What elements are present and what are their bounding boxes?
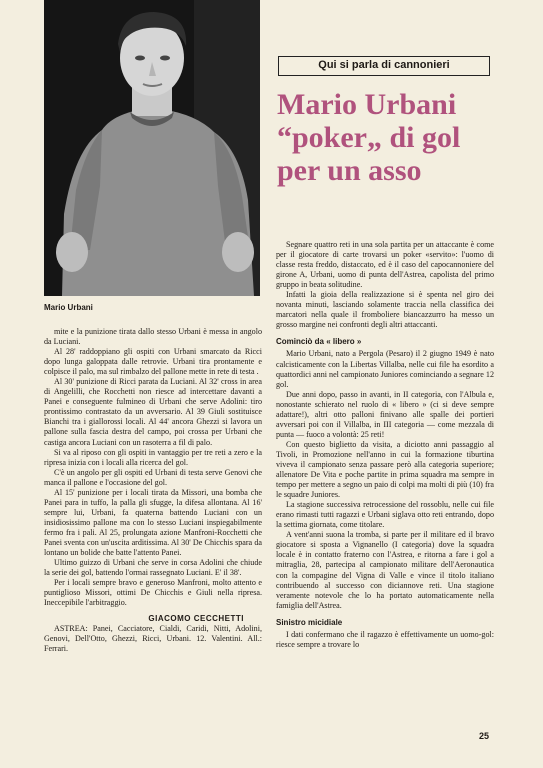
headline-line: Mario Urbani bbox=[277, 88, 457, 121]
right-column bbox=[276, 240, 494, 650]
left-paragraph: Al 15' punizione per i locali tirata da Missori, una bomba che Panei para in tuffo, la palla gli sfugge, la difesa allontana. Al 16' sempre lui, Urbani, fa quaterna battendo Luciani con un insidiosissimo pallone ma con lo stesso Luciani inspiegabilmente fermo fra i pali. Al 25, prolungata azione Manfroni-Rocchetti che Panei sventa con un'uscita arditissima. Al 30' De Chicchis spara da lontano un bolide che batte l'attento Panei. bbox=[44, 487, 262, 558]
body-paragraph: I dati confermano che il ragazzo è effettivamente un uomo-gol: riesce sempre a trovare lo bbox=[276, 629, 494, 649]
left-paragraph: Si va al riposo con gli ospiti in vantaggio per tre reti a zero e la ripresa inizia con i locali alla ricerca del gol. bbox=[44, 447, 262, 467]
body-paragraph: Con questo biglietto da visita, a diciotto anni passaggio al Tivoli, in Promozione nell'anno in cui la formazione tiburtina viveva il campionato senza passare però alla categoria superiore; allenatore De Vita e poche partite in prima squadra ma sempre in tempo per mettere a segno un paio di colpi ma molti di più (10) fra le squadre Juniores. bbox=[276, 439, 494, 500]
page-number: 25 bbox=[479, 731, 490, 741]
body-paragraph: La stagione successiva retrocessione del rossoblu, nelle cui file erano rimasti tutti ragazzi e Urbani siglava otto reti entrando, dopo la settima giornata, come titolare. bbox=[276, 500, 494, 530]
team-lineup: ASTREA: Panei, Cacciatore, Cialdi, Caridi, Nitti, Adolini, Genovi, Dell'Otto, Ghezzi, Ricci, Urbani. 12. Valentini. All.: Ferrari. bbox=[44, 624, 262, 654]
left-paragraph: Per i locali sempre bravo e generoso Manfroni, molto attento e puntiglioso Missori, ottimi De Chicchis e Giuli nella ripresa. Ineccepibile l'arbitraggio. bbox=[44, 578, 262, 608]
subheading: Cominciò da « libero » bbox=[276, 337, 362, 347]
headline-line: per un asso bbox=[277, 154, 422, 187]
author-signature: GIACOMO CECCHETTI bbox=[148, 614, 244, 624]
left-column bbox=[44, 327, 262, 655]
body-paragraph: Due anni dopo, passo in avanti, in II categoria, con l'Albula e, nonostante schierato nel ruolo di « libero » (ci si deve sempre adattare!), altri otto palloni finivano alle spalle dei portieri avversari poi con il Villalba, in III categoria — come mezzala di punta — fuoco a volontà: 25 reti! bbox=[276, 389, 494, 439]
player-portrait-image bbox=[44, 0, 260, 296]
left-paragraph: C'è un angolo per gli ospiti ed Urbani di testa serve Genovi che manca il pallone e l'occasione del gol. bbox=[44, 467, 262, 487]
body-paragraph: Mario Urbani, nato a Pergola (Pesaro) il 2 giugno 1949 è nato calcisticamente con la Libertas Villalba, nelle cui file ha esordito a quattordici anni nel campionato Juniores cominciando a segnare 12 gol. bbox=[276, 349, 495, 389]
article-headline bbox=[277, 88, 507, 187]
intro-paragraph: Segnare quattro reti in una sola partita per un attaccante è come per il giocatore di carte trovarsi un poker «servito»: l'uomo di classe resta freddo, distaccato, ed è il caso del capocannoniere del girone A, Urbani, uomo di punta dell'Astrea, capolista del primo gruppo in beata solitudine. bbox=[276, 240, 494, 290]
left-paragraph: Al 28' raddoppiano gli ospiti con Urbani smarcato da Ricci dopo lunga galoppata dalle retrovie. Urbani tira prontamente e colpisce il palo, ma sul rimbalzo del pallone mette in rete di testa . bbox=[44, 347, 262, 377]
left-paragraph: Ultimo guizzo di Urbani che serve in corsa Adolini che chiude la serie dei gol, battendo l'ormai rassegnato Luciani. E' il 38'. bbox=[44, 558, 262, 578]
player-photo bbox=[44, 0, 260, 296]
left-paragraph: mite e la punizione tirata dallo stesso Urbani è messa in angolo da Luciani. bbox=[44, 327, 262, 347]
subheading: Sinistro micidiale bbox=[276, 617, 343, 627]
body-paragraph: A vent'anni suona la tromba, si parte per il militare ed il bravo giocatore si sposta a Vignanello (I categoria) dove la squadra locale è in contatto fraterno con l'Astrea, e ritorna a fare i gol a mitraglia, 28, partecipa al campionato militare dell'Aeronautica con la compagine del Vigna di Valle e vince il titolo italiano contribuendo al successo con diciannove reti. Una stagione veramente notevole che lo ha portato automaticamente nella famiglia dell'Astrea. bbox=[276, 530, 494, 610]
intro-paragraph: Infatti la gioia della realizzazione si è spenta nel giro dei novanta minuti, lasciando solamente traccia nella classifica dei marcatori nella quale il fromboliere biancazzurro ha messo un grosso margine nei confronti degli altri attaccanti. bbox=[276, 290, 494, 330]
section-rubric: Qui si parla di cannonieri bbox=[278, 56, 490, 76]
left-paragraph: Al 30' punizione di Ricci parata da Luciani. Al 32' cross in area di Angelilli, che Rocchetti non riesce ad intercettare davanti a Panei e conseguente fulmineo di Urbani che serve Adolini: tiro prontissimo contrastato da un avversario. Al 39 Giuli sostituisce Bianchi tra i giallorossi locali. Al 44' ancora Ghezzi si lavora un pallone sulla fascia destra del campo, poi crossa per Urbani che castiga ancora Luciani con un rasoterra a fil di palo. bbox=[44, 377, 262, 447]
headline-line: “poker„ di gol bbox=[277, 121, 461, 154]
photo-caption: Mario Urbani bbox=[44, 303, 93, 312]
